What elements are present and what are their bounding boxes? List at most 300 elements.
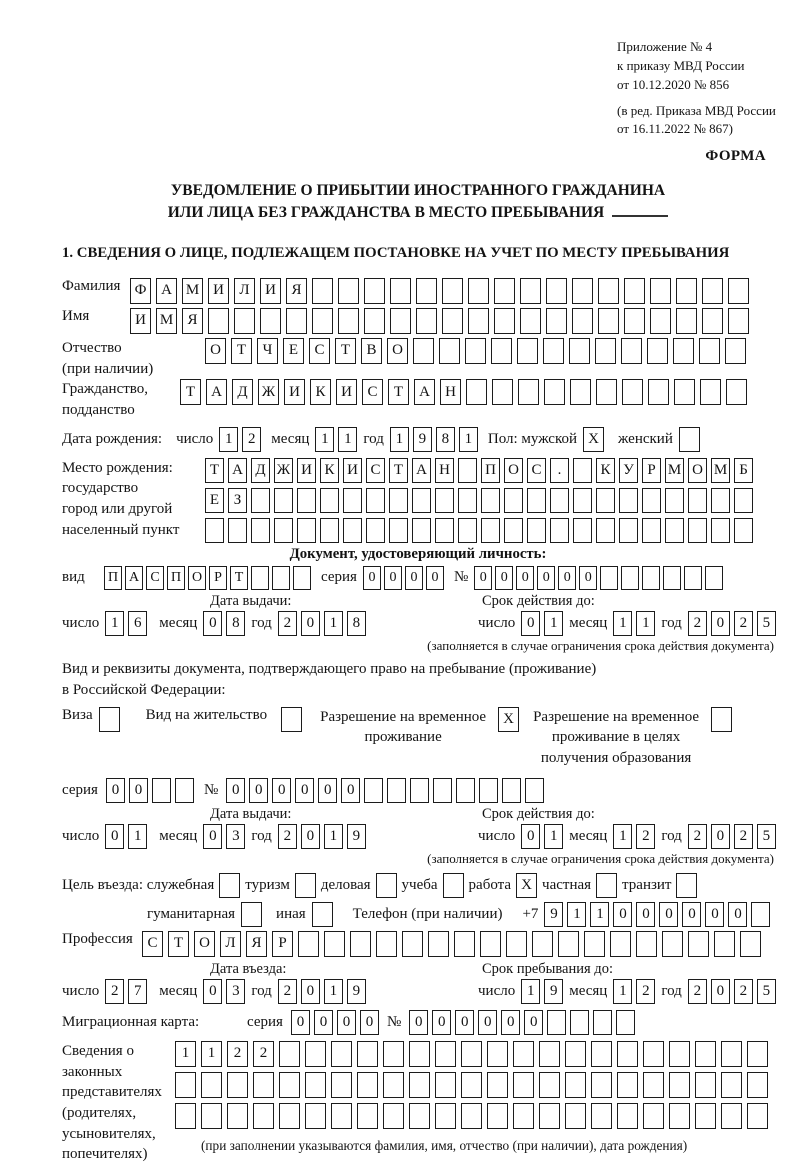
patronymic-cell[interactable] (413, 338, 434, 364)
permit-valid-day-cell[interactable]: 0 (521, 824, 540, 849)
birthplace-cell[interactable] (458, 458, 477, 483)
profession-cell[interactable] (558, 931, 579, 957)
surname-cell[interactable]: И (260, 278, 281, 304)
birthplace-cell[interactable]: К (320, 458, 339, 483)
name-cell[interactable] (624, 308, 645, 334)
birthplace-cell[interactable]: А (228, 458, 247, 483)
profession-cell[interactable]: С (142, 931, 163, 957)
birthplace-cell[interactable]: Б (734, 458, 753, 483)
migration-number-cell[interactable]: 0 (432, 1010, 451, 1035)
profession-cell[interactable] (324, 931, 345, 957)
birthplace-cell[interactable] (274, 518, 293, 543)
purpose-official-checkbox[interactable] (219, 873, 240, 898)
representative-cell[interactable] (617, 1103, 638, 1129)
citizenship-cell[interactable] (674, 379, 695, 405)
representative-cell[interactable]: 1 (201, 1041, 222, 1067)
representative-cell[interactable] (201, 1072, 222, 1098)
birthplace-cell[interactable]: . (550, 458, 569, 483)
citizenship-cell[interactable]: И (336, 379, 357, 405)
profession-cell[interactable] (714, 931, 735, 957)
id-issue-month-cell[interactable]: 8 (226, 611, 245, 636)
permit-issue-day-cell[interactable]: 1 (128, 824, 147, 849)
surname-cell[interactable] (442, 278, 463, 304)
permit-issue-year-cell[interactable]: 2 (278, 824, 297, 849)
representative-cell[interactable] (565, 1103, 586, 1129)
id-number-cell[interactable] (684, 566, 702, 590)
birth-year-cell[interactable]: 9 (413, 427, 432, 452)
profession-cell[interactable] (402, 931, 423, 957)
representative-cell[interactable] (487, 1103, 508, 1129)
representative-cell[interactable] (201, 1103, 222, 1129)
entry-day-cell[interactable]: 7 (128, 979, 147, 1004)
patronymic-cell[interactable]: Т (231, 338, 252, 364)
purpose-study-checkbox[interactable] (443, 873, 464, 898)
representative-cell[interactable] (279, 1041, 300, 1067)
surname-cell[interactable] (650, 278, 671, 304)
profession-cell[interactable] (740, 931, 761, 957)
representative-cell[interactable] (461, 1072, 482, 1098)
permit-series-cell[interactable] (152, 778, 171, 803)
id-series-cell[interactable]: 0 (405, 566, 423, 590)
stay-day-cell[interactable]: 9 (544, 979, 563, 1004)
representative-cell[interactable] (747, 1103, 768, 1129)
representative-cell[interactable]: 1 (175, 1041, 196, 1067)
permit-valid-month-cell[interactable]: 2 (636, 824, 655, 849)
name-cell[interactable]: Я (182, 308, 203, 334)
surname-cell[interactable] (624, 278, 645, 304)
birthplace-cell[interactable]: Е (205, 488, 224, 513)
id-valid-month-cell[interactable]: 1 (613, 611, 632, 636)
representative-cell[interactable] (227, 1072, 248, 1098)
permit-number-cell[interactable]: 0 (318, 778, 337, 803)
birth-month-cell[interactable]: 1 (315, 427, 334, 452)
id-kind-cell[interactable]: С (146, 566, 164, 590)
permit-number-cell[interactable]: 0 (226, 778, 245, 803)
birthplace-cell[interactable] (550, 488, 569, 513)
birthplace-cell[interactable] (274, 488, 293, 513)
representative-cell[interactable] (565, 1072, 586, 1098)
migration-number-cell[interactable]: 0 (501, 1010, 520, 1035)
phone-cell[interactable]: 0 (728, 902, 747, 927)
surname-cell[interactable] (364, 278, 385, 304)
profession-cell[interactable] (662, 931, 683, 957)
surname-cell[interactable]: Ф (130, 278, 151, 304)
birthplace-cell[interactable]: О (504, 458, 523, 483)
patronymic-cell[interactable] (621, 338, 642, 364)
name-cell[interactable] (234, 308, 255, 334)
purpose-tourism-checkbox[interactable] (295, 873, 316, 898)
citizenship-cell[interactable] (726, 379, 747, 405)
birthplace-cell[interactable] (550, 518, 569, 543)
profession-cell[interactable]: Л (220, 931, 241, 957)
purpose-other-checkbox[interactable] (312, 902, 333, 927)
patronymic-cell[interactable]: Ч (257, 338, 278, 364)
id-valid-year-cell[interactable]: 5 (757, 611, 776, 636)
surname-cell[interactable] (546, 278, 567, 304)
representative-cell[interactable] (539, 1103, 560, 1129)
birthplace-cell[interactable]: И (343, 458, 362, 483)
id-series-cell[interactable]: 0 (384, 566, 402, 590)
citizenship-cell[interactable] (570, 379, 591, 405)
id-number-cell[interactable]: 0 (516, 566, 534, 590)
phone-cell[interactable]: 0 (705, 902, 724, 927)
id-issue-year-cell[interactable]: 8 (347, 611, 366, 636)
permit-valid-day-cell[interactable]: 1 (544, 824, 563, 849)
name-cell[interactable] (260, 308, 281, 334)
stay-year-cell[interactable]: 2 (734, 979, 753, 1004)
birthplace-cell[interactable] (320, 488, 339, 513)
representative-cell[interactable] (695, 1041, 716, 1067)
name-cell[interactable]: И (130, 308, 151, 334)
patronymic-cell[interactable] (439, 338, 460, 364)
permit-number-cell[interactable] (433, 778, 452, 803)
profession-cell[interactable] (610, 931, 631, 957)
birthplace-cell[interactable] (573, 458, 592, 483)
id-series-cell[interactable]: 0 (363, 566, 381, 590)
name-cell[interactable] (338, 308, 359, 334)
representative-cell[interactable] (305, 1103, 326, 1129)
birth-month-cell[interactable]: 1 (338, 427, 357, 452)
profession-cell[interactable] (688, 931, 709, 957)
birthplace-cell[interactable]: Ж (274, 458, 293, 483)
name-cell[interactable] (702, 308, 723, 334)
stay-year-cell[interactable]: 5 (757, 979, 776, 1004)
patronymic-cell[interactable]: Е (283, 338, 304, 364)
patronymic-cell[interactable] (673, 338, 694, 364)
birthplace-cell[interactable] (458, 518, 477, 543)
patronymic-cell[interactable] (699, 338, 720, 364)
representative-cell[interactable] (721, 1072, 742, 1098)
id-kind-cell[interactable]: Т (230, 566, 248, 590)
surname-cell[interactable] (572, 278, 593, 304)
name-cell[interactable] (676, 308, 697, 334)
surname-cell[interactable] (338, 278, 359, 304)
purpose-transit-checkbox[interactable] (676, 873, 697, 898)
representative-cell[interactable] (331, 1072, 352, 1098)
representative-cell[interactable] (279, 1072, 300, 1098)
permit-issue-year-cell[interactable]: 9 (347, 824, 366, 849)
phone-cell[interactable]: 0 (682, 902, 701, 927)
permit-valid-year-cell[interactable]: 2 (734, 824, 753, 849)
birthplace-cell[interactable] (435, 488, 454, 513)
permit-series-cell[interactable] (175, 778, 194, 803)
birth-year-cell[interactable]: 1 (459, 427, 478, 452)
birthplace-cell[interactable]: С (527, 458, 546, 483)
representative-cell[interactable] (513, 1103, 534, 1129)
profession-cell[interactable] (428, 931, 449, 957)
patronymic-cell[interactable]: О (205, 338, 226, 364)
id-kind-cell[interactable]: О (188, 566, 206, 590)
representative-cell[interactable] (669, 1041, 690, 1067)
permit-number-cell[interactable] (479, 778, 498, 803)
id-kind-cell[interactable] (293, 566, 311, 590)
residence-permit-checkbox[interactable] (281, 707, 302, 732)
representative-cell[interactable] (487, 1041, 508, 1067)
representative-cell[interactable] (305, 1072, 326, 1098)
birthplace-cell[interactable]: О (688, 458, 707, 483)
profession-cell[interactable]: Я (246, 931, 267, 957)
id-number-cell[interactable] (642, 566, 660, 590)
representative-cell[interactable] (409, 1041, 430, 1067)
birthplace-cell[interactable] (297, 518, 316, 543)
citizenship-cell[interactable]: К (310, 379, 331, 405)
permit-number-cell[interactable] (410, 778, 429, 803)
representative-cell[interactable] (539, 1072, 560, 1098)
surname-cell[interactable] (390, 278, 411, 304)
id-number-cell[interactable]: 0 (474, 566, 492, 590)
birthplace-cell[interactable]: Н (435, 458, 454, 483)
name-cell[interactable] (728, 308, 749, 334)
citizenship-cell[interactable] (648, 379, 669, 405)
citizenship-cell[interactable] (466, 379, 487, 405)
representative-cell[interactable] (305, 1041, 326, 1067)
id-issue-day-cell[interactable]: 6 (128, 611, 147, 636)
profession-cell[interactable] (584, 931, 605, 957)
stay-year-cell[interactable]: 0 (711, 979, 730, 1004)
purpose-humanitarian-checkbox[interactable] (241, 902, 262, 927)
representative-cell[interactable] (721, 1103, 742, 1129)
permit-issue-year-cell[interactable]: 0 (301, 824, 320, 849)
representative-cell[interactable] (227, 1103, 248, 1129)
name-cell[interactable] (468, 308, 489, 334)
id-valid-year-cell[interactable]: 2 (734, 611, 753, 636)
birthplace-cell[interactable] (619, 488, 638, 513)
representative-cell[interactable] (643, 1103, 664, 1129)
phone-cell[interactable]: 0 (659, 902, 678, 927)
permit-issue-month-cell[interactable]: 3 (226, 824, 245, 849)
id-number-cell[interactable]: 0 (558, 566, 576, 590)
citizenship-cell[interactable] (596, 379, 617, 405)
birthplace-cell[interactable] (205, 518, 224, 543)
birth-year-cell[interactable]: 1 (390, 427, 409, 452)
migration-number-cell[interactable] (547, 1010, 566, 1035)
id-issue-year-cell[interactable]: 0 (301, 611, 320, 636)
patronymic-cell[interactable] (647, 338, 668, 364)
representative-cell[interactable] (747, 1072, 768, 1098)
sex-male-checkbox[interactable]: X (583, 427, 604, 452)
birthplace-cell[interactable] (665, 518, 684, 543)
migration-number-cell[interactable] (593, 1010, 612, 1035)
entry-year-cell[interactable]: 9 (347, 979, 366, 1004)
representative-cell[interactable] (357, 1041, 378, 1067)
name-cell[interactable] (520, 308, 541, 334)
patronymic-cell[interactable] (465, 338, 486, 364)
representative-cell[interactable] (383, 1041, 404, 1067)
birthplace-cell[interactable]: Р (642, 458, 661, 483)
id-issue-month-cell[interactable]: 0 (203, 611, 222, 636)
id-kind-cell[interactable]: Р (209, 566, 227, 590)
birthplace-cell[interactable]: Т (205, 458, 224, 483)
patronymic-cell[interactable] (595, 338, 616, 364)
phone-cell[interactable]: 0 (636, 902, 655, 927)
birthplace-cell[interactable] (504, 488, 523, 513)
migration-series-cell[interactable]: 0 (360, 1010, 379, 1035)
representative-cell[interactable] (409, 1072, 430, 1098)
name-cell[interactable] (364, 308, 385, 334)
permit-issue-year-cell[interactable]: 1 (324, 824, 343, 849)
citizenship-cell[interactable]: И (284, 379, 305, 405)
patronymic-cell[interactable]: Т (335, 338, 356, 364)
permit-number-cell[interactable] (525, 778, 544, 803)
surname-cell[interactable] (312, 278, 333, 304)
patronymic-cell[interactable]: В (361, 338, 382, 364)
id-number-cell[interactable] (663, 566, 681, 590)
name-cell[interactable] (442, 308, 463, 334)
birthplace-cell[interactable] (435, 518, 454, 543)
permit-series-cell[interactable]: 0 (129, 778, 148, 803)
birthplace-cell[interactable] (251, 488, 270, 513)
id-kind-cell[interactable]: П (167, 566, 185, 590)
birthplace-cell[interactable]: У (619, 458, 638, 483)
profession-cell[interactable] (454, 931, 475, 957)
surname-cell[interactable] (468, 278, 489, 304)
birthplace-cell[interactable] (366, 488, 385, 513)
id-issue-year-cell[interactable]: 1 (324, 611, 343, 636)
citizenship-cell[interactable] (518, 379, 539, 405)
profession-cell[interactable] (298, 931, 319, 957)
birthplace-cell[interactable] (734, 518, 753, 543)
birthplace-cell[interactable] (412, 488, 431, 513)
birth-year-cell[interactable]: 8 (436, 427, 455, 452)
representative-cell[interactable] (747, 1041, 768, 1067)
representative-cell[interactable] (253, 1103, 274, 1129)
phone-cell[interactable]: 9 (544, 902, 563, 927)
surname-cell[interactable]: М (182, 278, 203, 304)
birthplace-cell[interactable]: И (297, 458, 316, 483)
representative-cell[interactable] (513, 1041, 534, 1067)
surname-cell[interactable] (728, 278, 749, 304)
profession-cell[interactable] (506, 931, 527, 957)
representative-cell[interactable] (513, 1072, 534, 1098)
citizenship-cell[interactable]: Т (388, 379, 409, 405)
patronymic-cell[interactable] (725, 338, 746, 364)
representative-cell[interactable] (669, 1103, 690, 1129)
citizenship-cell[interactable]: Ж (258, 379, 279, 405)
representative-cell[interactable] (357, 1103, 378, 1129)
representative-cell[interactable] (617, 1041, 638, 1067)
migration-number-cell[interactable]: 0 (409, 1010, 428, 1035)
stay-month-cell[interactable]: 2 (636, 979, 655, 1004)
profession-cell[interactable] (376, 931, 397, 957)
permit-issue-day-cell[interactable]: 0 (105, 824, 124, 849)
representative-cell[interactable] (331, 1041, 352, 1067)
id-valid-year-cell[interactable]: 0 (711, 611, 730, 636)
purpose-work-checkbox[interactable]: X (516, 873, 537, 898)
representative-cell[interactable] (461, 1103, 482, 1129)
patronymic-cell[interactable] (491, 338, 512, 364)
birthplace-cell[interactable] (688, 488, 707, 513)
patronymic-cell[interactable] (569, 338, 590, 364)
birthplace-cell[interactable] (389, 488, 408, 513)
name-cell[interactable] (598, 308, 619, 334)
birthplace-cell[interactable] (412, 518, 431, 543)
stay-year-cell[interactable]: 2 (688, 979, 707, 1004)
patronymic-cell[interactable]: О (387, 338, 408, 364)
name-cell[interactable] (650, 308, 671, 334)
surname-cell[interactable] (520, 278, 541, 304)
representative-cell[interactable] (539, 1041, 560, 1067)
patronymic-cell[interactable]: С (309, 338, 330, 364)
representative-cell[interactable] (357, 1072, 378, 1098)
permit-valid-year-cell[interactable]: 2 (688, 824, 707, 849)
permit-number-cell[interactable] (456, 778, 475, 803)
citizenship-cell[interactable] (492, 379, 513, 405)
representative-cell[interactable] (383, 1072, 404, 1098)
representative-cell[interactable] (721, 1041, 742, 1067)
representative-cell[interactable] (591, 1103, 612, 1129)
patronymic-cell[interactable] (543, 338, 564, 364)
representative-cell[interactable]: 2 (253, 1041, 274, 1067)
id-valid-day-cell[interactable]: 1 (544, 611, 563, 636)
permit-number-cell[interactable]: 0 (341, 778, 360, 803)
representative-cell[interactable] (331, 1103, 352, 1129)
permit-issue-month-cell[interactable]: 0 (203, 824, 222, 849)
birthplace-cell[interactable] (688, 518, 707, 543)
profession-cell[interactable] (480, 931, 501, 957)
citizenship-cell[interactable]: Т (180, 379, 201, 405)
permit-valid-year-cell[interactable]: 5 (757, 824, 776, 849)
profession-cell[interactable] (350, 931, 371, 957)
id-number-cell[interactable]: 0 (579, 566, 597, 590)
birthplace-cell[interactable]: М (711, 458, 730, 483)
birthplace-cell[interactable] (711, 518, 730, 543)
birthplace-cell[interactable]: Т (389, 458, 408, 483)
id-valid-year-cell[interactable]: 2 (688, 611, 707, 636)
name-cell[interactable] (546, 308, 567, 334)
phone-cell[interactable]: 1 (590, 902, 609, 927)
birthplace-cell[interactable]: А (412, 458, 431, 483)
permit-number-cell[interactable] (364, 778, 383, 803)
stay-month-cell[interactable]: 1 (613, 979, 632, 1004)
name-cell[interactable]: М (156, 308, 177, 334)
permit-series-cell[interactable]: 0 (106, 778, 125, 803)
migration-number-cell[interactable]: 0 (478, 1010, 497, 1035)
representative-cell[interactable] (435, 1041, 456, 1067)
birthplace-cell[interactable] (573, 518, 592, 543)
profession-cell[interactable]: О (194, 931, 215, 957)
migration-number-cell[interactable]: 0 (524, 1010, 543, 1035)
birthplace-cell[interactable]: Д (251, 458, 270, 483)
id-kind-cell[interactable] (272, 566, 290, 590)
name-cell[interactable] (312, 308, 333, 334)
surname-cell[interactable] (494, 278, 515, 304)
surname-cell[interactable] (702, 278, 723, 304)
birthplace-cell[interactable] (596, 488, 615, 513)
representative-cell[interactable] (591, 1041, 612, 1067)
phone-cell[interactable]: 1 (567, 902, 586, 927)
birthplace-cell[interactable] (711, 488, 730, 513)
sex-female-checkbox[interactable] (679, 427, 700, 452)
name-cell[interactable] (416, 308, 437, 334)
representative-cell[interactable] (461, 1041, 482, 1067)
birthplace-cell[interactable] (458, 488, 477, 513)
entry-month-cell[interactable]: 3 (226, 979, 245, 1004)
id-number-cell[interactable] (705, 566, 723, 590)
birthplace-cell[interactable] (320, 518, 339, 543)
representative-cell[interactable] (409, 1103, 430, 1129)
migration-series-cell[interactable]: 0 (314, 1010, 333, 1035)
id-number-cell[interactable] (621, 566, 639, 590)
representative-cell[interactable] (435, 1103, 456, 1129)
representative-cell[interactable] (643, 1072, 664, 1098)
id-valid-day-cell[interactable]: 0 (521, 611, 540, 636)
surname-cell[interactable] (416, 278, 437, 304)
representative-cell[interactable] (279, 1103, 300, 1129)
surname-cell[interactable]: Л (234, 278, 255, 304)
temp-residence-edu-checkbox[interactable] (711, 707, 732, 732)
entry-month-cell[interactable]: 0 (203, 979, 222, 1004)
representative-cell[interactable] (669, 1072, 690, 1098)
